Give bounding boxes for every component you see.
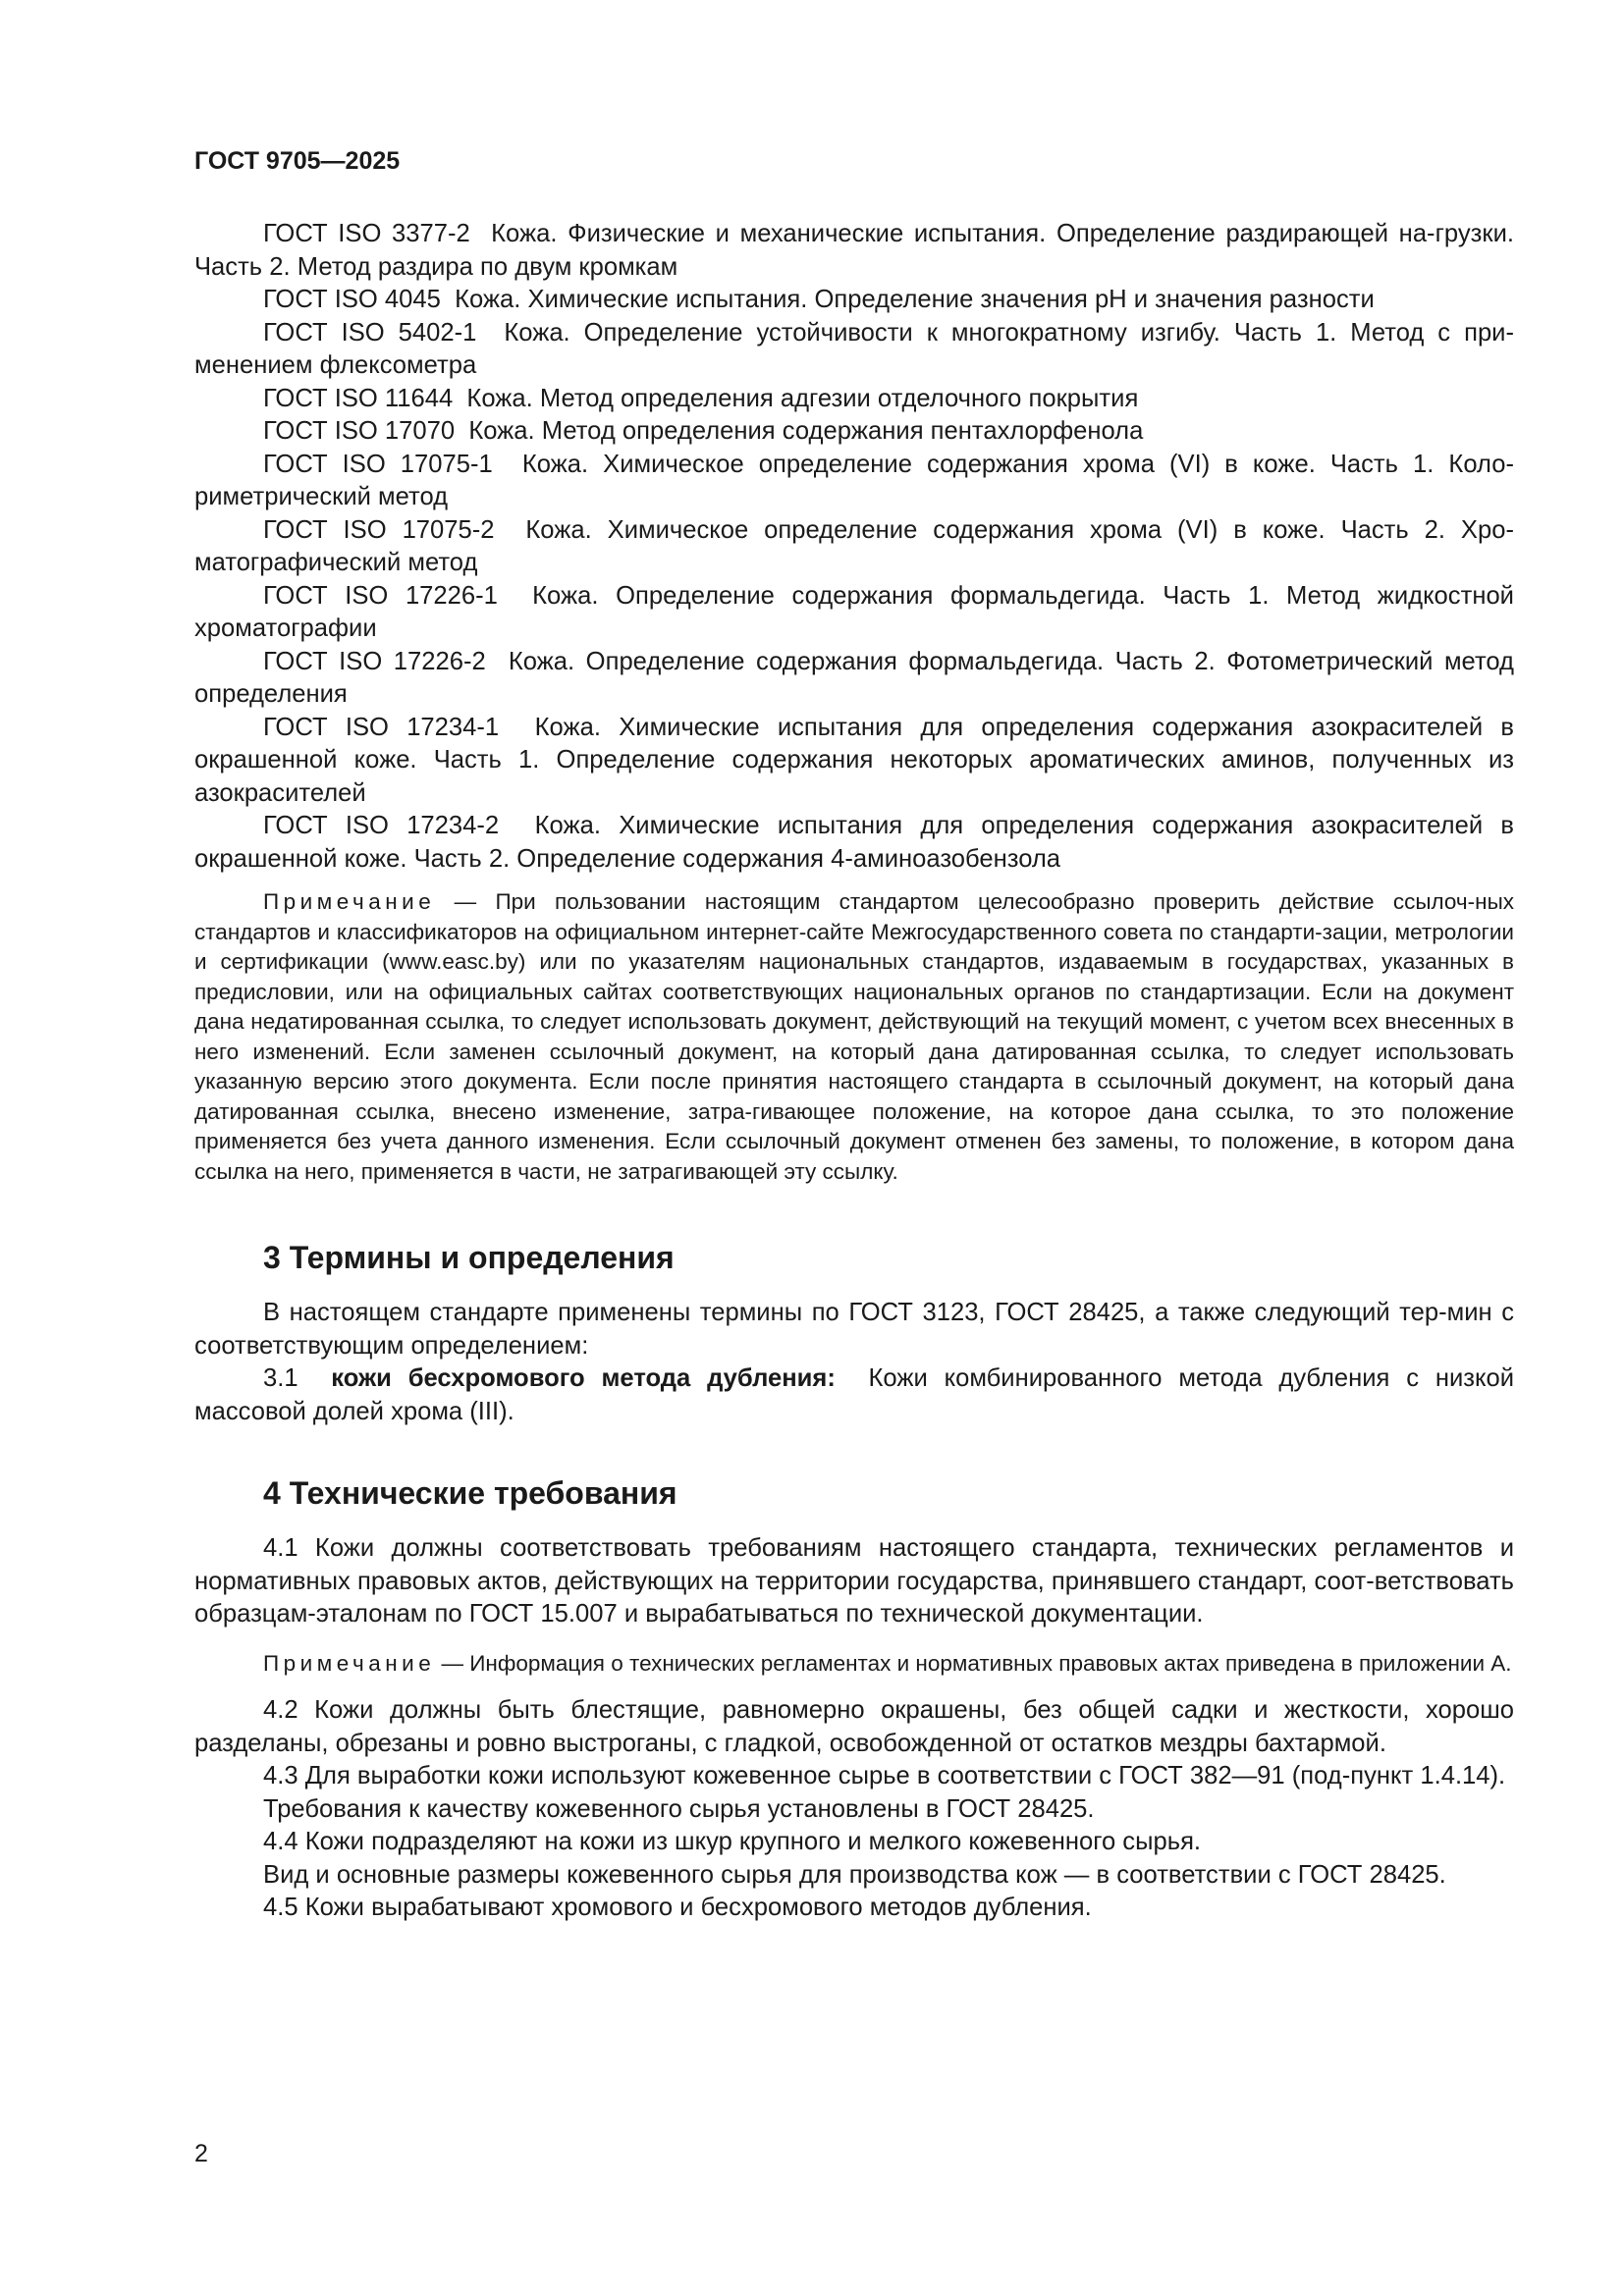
- reference-code: ГОСТ ISO 17070: [263, 417, 456, 445]
- reference-item: [194, 810, 1514, 876]
- reference-item: [194, 646, 1514, 712]
- reference-code: ГОСТ ISO 17226-1: [263, 581, 498, 610]
- page-number: 2: [194, 2140, 208, 2167]
- reference-item: [194, 449, 1514, 514]
- reference-title: Кожа. Химическое определение содержания хрома (VI) в коже. Часть 2. Хро-матографический метод: [194, 515, 1514, 576]
- reference-item: [194, 415, 1514, 449]
- reference-item: [194, 317, 1514, 383]
- references-list: [194, 218, 1514, 876]
- reference-code: ГОСТ ISO 5402-1: [263, 318, 477, 347]
- section-3-intro: В настоящем стандарте применены термины по ГОСТ 3123, ГОСТ 28425, а также следующий тер-мин с соответствующим определением:: [194, 1299, 1514, 1360]
- reference-item: [194, 284, 1514, 317]
- reference-item: [194, 712, 1514, 811]
- reference-code: ГОСТ ISO 17075-1: [263, 450, 493, 478]
- clause-4-3-text: Требования к качеству кожевенного сырья установлены в ГОСТ 28425.: [263, 1794, 1095, 1823]
- reference-code: ГОСТ ISO 17226-2: [263, 647, 486, 675]
- clause-4-3: 4.3 Для выработки кожи используют кожевенное сырье в соответствии с ГОСТ 382—91 (под-пункт 1.4.14).: [263, 1762, 1506, 1789]
- reference-title: Кожа. Химическое определение содержания хрома (VI) в коже. Часть 1. Коло-риметрический метод: [194, 450, 1514, 510]
- section-4-heading: 4 Технические требования: [263, 1475, 677, 1511]
- page-header: ГОСТ 9705—2025: [194, 147, 401, 175]
- reference-title: Кожа. Химические испытания. Определение значения pH и значения разности: [455, 286, 1375, 313]
- reference-title: Кожа. Метод определения адгезии отделочного покрытия: [466, 384, 1139, 412]
- clause-4-2: 4.2 Кожи должны быть блестящие, равномерно окрашены, без общей садки и жесткости, хорошо разделаны, обрезаны и ровно выстроганы, с гладкой, освобожденной от остатков мездры бахтармой.: [194, 1696, 1514, 1757]
- note-text: — При пользовании настоящим стандартом целесообразно проверить действие ссылоч-ных стандартов и классификаторов на официальном интернет-сайте Межгосударственного совета по стандарти-зации, метрологии и сертификации (www.easc.by) или по указателям национальных стандартов, издаваемым в государствах, указанных в предисловии, или на официальных сайтах соответствующих национальных органов по стандартизации. Если на документ дана недатированная ссылка, то следует использовать документ, действующий на текущий момент, с учетом всех внесенных в него изменений. Если заменен ссылочный документ, на который дана датированная ссылка, то следует использовать указанную версию этого документа. Если после принятия настоящего стандарта в ссылочный документ, на который дана датированная ссылка, внесено изменение, затра-гивающее положение, на которое дана ссылка, то это положение применяется без учета данного изменения. Если ссылочный документ отменен без замены, то положение, в котором дана ссылка на него, применяется в части, не затрагивающей эту ссылку.: [194, 889, 1514, 1184]
- reference-code: ГОСТ ISO 3377-2: [263, 220, 470, 247]
- reference-title: Кожа. Метод определения содержания пентахлорфенола: [468, 417, 1144, 445]
- term-name: кожи бесхромового метода дубления:: [331, 1364, 836, 1392]
- reference-code: ГОСТ ISO 17075-2: [263, 515, 495, 544]
- reference-item: [194, 514, 1514, 580]
- reference-code: ГОСТ ISO 17234-1: [263, 713, 500, 741]
- reference-title: Кожа. Химические испытания для определения содержания азокрасителей в окрашенной коже. Часть 1. Определение содержания некоторых ароматических аминов, полученных из азокрасителей: [194, 713, 1514, 807]
- reference-title: Кожа. Физические и механические испытания. Определение раздирающей на-грузки. Часть 2. Метод раздира по двум кромкам: [194, 220, 1514, 281]
- reference-title: Кожа. Определение содержания формальдегида. Часть 2. Фотометрический метод определения: [194, 647, 1514, 708]
- references-note: [194, 887, 1514, 1187]
- reference-item: [194, 383, 1514, 416]
- term-number: 3.1: [263, 1364, 298, 1392]
- section-3-heading: 3 Термины и определения: [263, 1240, 675, 1275]
- document-body: [194, 218, 1514, 1925]
- clause-4-5: 4.5 Кожи вырабатывают хромового и бесхромового методов дубления.: [263, 1894, 1092, 1921]
- clause-4-4: 4.4 Кожи подразделяют на кожи из шкур крупного и мелкого кожевенного сырья.: [263, 1828, 1202, 1855]
- reference-code: ГОСТ ISO 17234-2: [263, 812, 500, 839]
- clause-4-1-note: [194, 1649, 1514, 1680]
- reference-item: [194, 218, 1514, 284]
- clause-4-1: 4.1 Кожи должны соответствовать требованиям настоящего стандарта, технических регламентов и нормативных правовых актов, действующих на территории государства, принявшего стандарт, соот-ветствовать образцам-эталонам по ГОСТ 15.007 и вырабатываться по технической документации.: [194, 1534, 1514, 1628]
- note-text: — Информация о технических регламентах и нормативных правовых актах приведена в приложении А.: [435, 1650, 1512, 1676]
- term-definition-text: Кожи комбинированного метода дубления с низкой массовой долей хрома (III).: [194, 1364, 1515, 1425]
- reference-title: Кожа. Определение устойчивости к многократному изгибу. Часть 1. Метод с при-менением флексометра: [194, 318, 1514, 379]
- reference-item: [194, 580, 1514, 646]
- reference-title: Кожа. Химические испытания для определения содержания азокрасителей в окрашенной коже. Часть 2. Определение содержания 4-аминоазобензола: [194, 812, 1514, 873]
- reference-code: ГОСТ ISO 4045: [263, 286, 441, 313]
- clause-4-4-text: Вид и основные размеры кожевенного сырья для производства кож — в соответствии с ГОСТ 28425.: [263, 1860, 1446, 1889]
- reference-code: ГОСТ ISO 11644: [263, 384, 454, 412]
- reference-title: Кожа. Определение содержания формальдегида. Часть 1. Метод жидкостной хроматографии: [194, 581, 1514, 642]
- note-label: Примечание: [263, 889, 436, 914]
- note-label: Примечание: [263, 1650, 436, 1676]
- term-definition: [194, 1362, 1514, 1428]
